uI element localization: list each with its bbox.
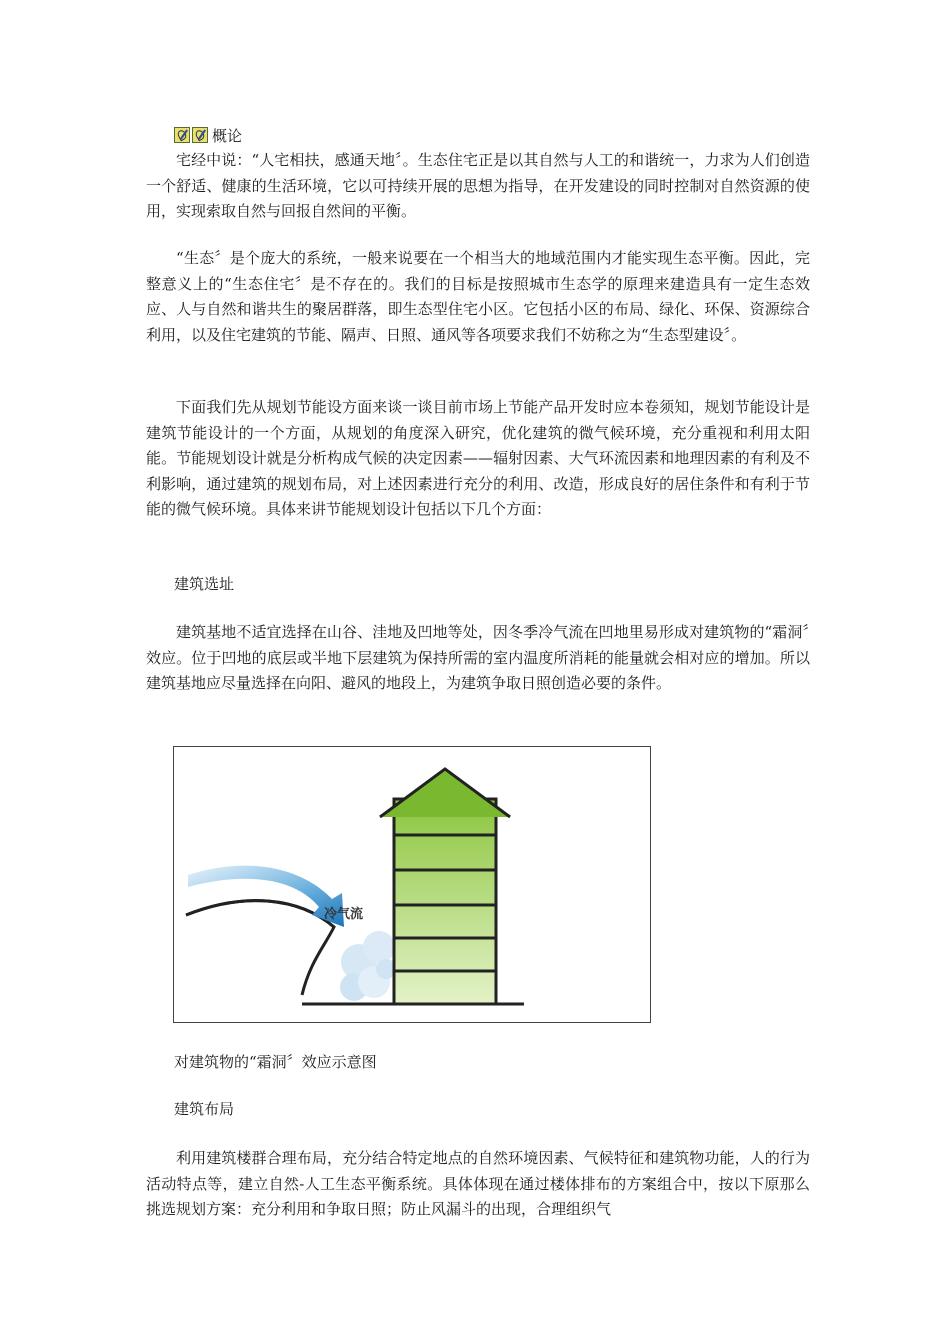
pencil-icon — [174, 127, 190, 143]
paragraph-layout: 利用建筑楼群合理布局，充分结合特定地点的自然环境因素、气候特征和建筑物功能，人的行为活动特点等，建立自然-人工生态平衡系统。具体体现在通过楼体排布的方案组合中，按以下原那么挑选规划方案：充分利用和争取日照；防止风漏斗的出现，合理组织气 — [146, 1149, 810, 1219]
paragraph-ecology: “生态〞是个庞大的系统，一般来说要在一个相当大的地域范围内才能实现生态平衡。因此，完整意义上的“生态住宅〞是不存在的。我们的目标是按照城市生态学的原理来建造具有一定生态效应、人与自然和谐共生的聚居群落，即生态型住宅小区。它包括小区的布局、绿化、环保、资源综合利用，以及住宅建筑的节能、隔声、日照、通风等各项要求我们不妨称之为“生态型建设〞。 — [146, 249, 810, 344]
building-body — [394, 799, 496, 1004]
diagram-svg — [174, 747, 650, 1022]
paragraph-intro: 宅经中说：“人宅相扶，感通天地〞。生态住宅正是以其自然与人工的和谐统一，力求为人们创造一个舒适、健康的生活环境，它以可持续开展的思想为指导，在开发建设的同时控制对自然资源的使用，实现索取自然与回报自然间的平衡。 — [146, 151, 810, 221]
terrain-slope — [186, 901, 334, 995]
section-title-layout: 建筑布局 — [174, 1100, 235, 1118]
paragraph-site: 建筑基地不适宜选择在山谷、洼地及凹地等处，因冬季冷气流在凹地里易形成对建筑物的“霜洞〞效应。位于凹地的底层或半地下层建筑为保持所需的室内温度所消耗的能量就会相对应的增加。所以建筑基地应尽量选择在向阳、避风的地段上，为建筑争取日照创造必要的条件。 — [146, 623, 810, 693]
section-heading — [174, 124, 242, 146]
cold-air-arrow — [188, 866, 344, 927]
paragraph-planning: 下面我们先从规划节能设方面来谈一谈目前市场上节能产品开发时应本卷须知，规划节能设计是建筑节能设计的一个方面，从规划的角度深入研究，优化建筑的微气候环境，充分重视和利用太阳能。节能规划设计就是分析构成气候的决定因素——辐射因素、大气环流因素和地理因素的有利及不利影响，通过建筑的规划布局，对上述因素进行充分的利用、改造，形成良好的居住条件和有利于节能的微气候环境。具体来讲节能规划设计包括以下几个方面： — [146, 398, 810, 519]
figure-caption: 对建筑物的“霜洞〞效应示意图 — [174, 1053, 377, 1071]
cold-air-label: 冷气流 — [324, 906, 364, 921]
frost-hole-diagram — [173, 746, 651, 1023]
pencil-icon — [192, 127, 208, 143]
section-title-site: 建筑选址 — [174, 575, 235, 593]
frost-cloud — [340, 931, 396, 1001]
heading-text: 概论 — [212, 126, 243, 145]
